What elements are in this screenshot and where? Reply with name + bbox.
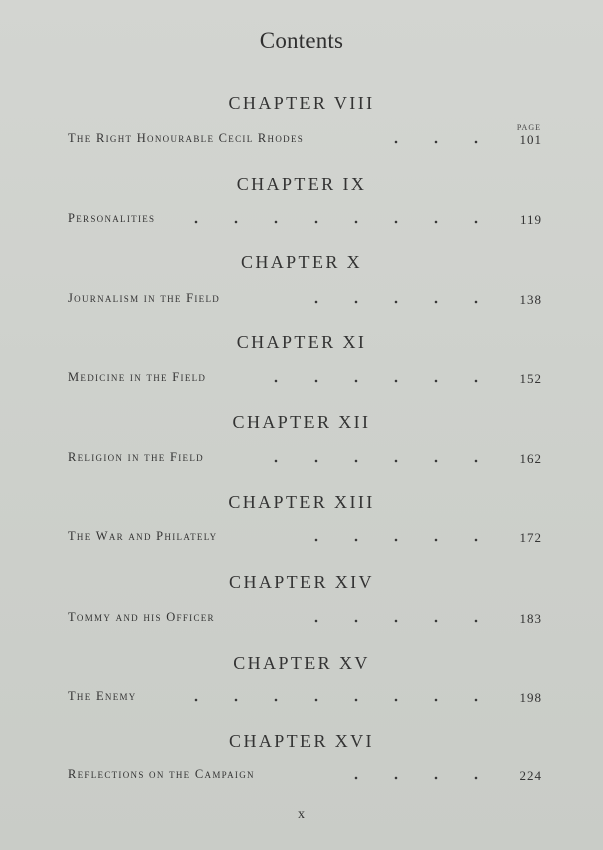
entry-page-number: 224 bbox=[519, 768, 542, 783]
entry-page-number: 183 bbox=[519, 611, 542, 626]
toc-entry bbox=[68, 447, 544, 467]
entry-title: Reflections on the Campaign bbox=[68, 767, 255, 781]
chapter-heading: CHAPTER XIV bbox=[229, 572, 374, 592]
folio-page-number: x bbox=[298, 807, 305, 822]
toc-entry bbox=[68, 208, 544, 228]
toc-entry bbox=[68, 367, 544, 387]
entry-title: Medicine in the Field bbox=[68, 370, 207, 384]
dot-leaders bbox=[386, 139, 496, 145]
dot-leaders bbox=[320, 775, 496, 781]
page-title: Contents bbox=[259, 28, 344, 53]
entry-title: Tommy and his Officer bbox=[68, 610, 215, 624]
toc-entry bbox=[68, 288, 544, 308]
page-column-header: PAGE bbox=[516, 123, 541, 132]
dot-leaders bbox=[286, 537, 496, 543]
dot-leaders bbox=[250, 458, 496, 464]
chapter-heading: CHAPTER VIII bbox=[228, 93, 375, 113]
entry-title: Journalism in the Field bbox=[68, 291, 221, 305]
chapter-heading: CHAPTER XI bbox=[236, 332, 367, 352]
entry-page-number: 162 bbox=[519, 451, 542, 466]
entry-page-number: 172 bbox=[519, 530, 542, 545]
toc-entry bbox=[68, 526, 544, 546]
entry-page-number: 198 bbox=[519, 690, 542, 705]
dot-leaders bbox=[250, 378, 496, 384]
entry-title: The War and Philately bbox=[68, 529, 218, 543]
toc-entry bbox=[68, 686, 544, 706]
dot-leaders bbox=[286, 618, 496, 624]
dot-leaders bbox=[172, 219, 496, 225]
entry-page-number: 119 bbox=[519, 212, 542, 227]
entry-title: The Enemy bbox=[68, 689, 137, 703]
entry-page-number: 152 bbox=[519, 371, 542, 386]
toc-entry bbox=[68, 607, 544, 627]
entry-page-number: 138 bbox=[519, 292, 542, 307]
toc-entry bbox=[68, 128, 544, 148]
chapter-heading: CHAPTER XIII bbox=[228, 492, 375, 512]
chapter-heading: CHAPTER XVI bbox=[229, 731, 374, 751]
entry-page-number: 101 bbox=[519, 132, 542, 147]
dot-leaders bbox=[166, 697, 496, 703]
toc-entry bbox=[68, 764, 544, 784]
chapter-heading: CHAPTER XV bbox=[233, 653, 370, 673]
chapter-heading: CHAPTER XII bbox=[232, 412, 371, 432]
chapter-heading: CHAPTER IX bbox=[236, 174, 367, 194]
entry-title: Religion in the Field bbox=[68, 450, 204, 464]
dot-leaders bbox=[286, 299, 496, 305]
chapter-heading: CHAPTER X bbox=[240, 252, 363, 272]
entry-title: The Right Honourable Cecil Rhodes bbox=[68, 131, 305, 145]
entry-title: Personalities bbox=[68, 211, 156, 225]
